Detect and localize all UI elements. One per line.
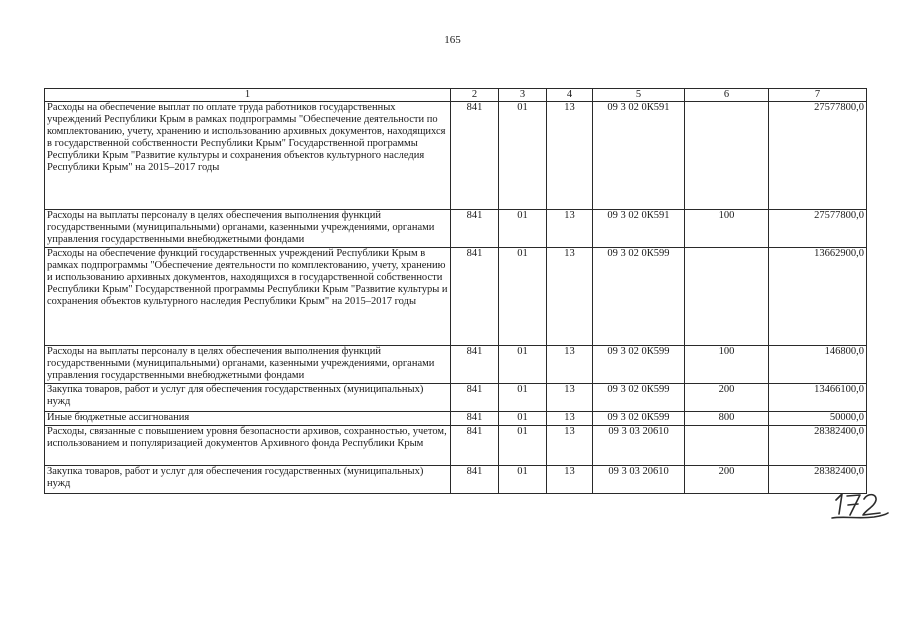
amount-cell: 27577800,0 bbox=[769, 102, 867, 210]
target-article-cell: 09 3 02 0К591 bbox=[593, 102, 685, 210]
handwritten-page-mark bbox=[830, 488, 890, 522]
ministry-code-cell: 841 bbox=[451, 466, 499, 494]
expense-type-cell: 100 bbox=[685, 346, 769, 384]
header-cell: 1 bbox=[45, 89, 451, 102]
expense-name-cell: Расходы на обеспечение функций государственных учреждений Республики Крым в рамках подпрограммы "Обеспечение деятельности по комплектованию, учету, хранению и использованию архивных документов, находящихся в государственной собственности Республики Крым" Государственной программы Республики Крым "Развитие культуры и сохранения объектов культурного наследия Республики Крым" на 2015–2017 годы bbox=[45, 248, 451, 346]
section-code-cell: 01 bbox=[499, 426, 547, 466]
table-row bbox=[45, 102, 867, 210]
subsection-code-cell: 13 bbox=[547, 412, 593, 426]
target-article-cell: 09 3 02 0К591 bbox=[593, 210, 685, 248]
ministry-code-cell: 841 bbox=[451, 210, 499, 248]
subsection-code-cell: 13 bbox=[547, 210, 593, 248]
header-cell: 4 bbox=[547, 89, 593, 102]
target-article-cell: 09 3 02 0К599 bbox=[593, 248, 685, 346]
header-cell: 6 bbox=[685, 89, 769, 102]
expense-type-cell: 800 bbox=[685, 412, 769, 426]
header-cell: 5 bbox=[593, 89, 685, 102]
amount-cell: 50000,0 bbox=[769, 412, 867, 426]
table-row bbox=[45, 466, 867, 494]
section-code-cell: 01 bbox=[499, 346, 547, 384]
amount-cell: 28382400,0 bbox=[769, 426, 867, 466]
ministry-code-cell: 841 bbox=[451, 384, 499, 412]
page-number: 165 bbox=[444, 34, 461, 46]
budget-table bbox=[44, 88, 867, 494]
table-row bbox=[45, 384, 867, 412]
header-cell: 7 bbox=[769, 89, 867, 102]
expense-name-cell: Расходы на выплаты персоналу в целях обеспечения выполнения функций государственными (муниципальными) органами, казенными учреждениями, органами управления государственными внебюджетными фондами bbox=[45, 210, 451, 248]
ministry-code-cell: 841 bbox=[451, 248, 499, 346]
expense-type-cell bbox=[685, 102, 769, 210]
expense-name-cell: Расходы на обеспечение выплат по оплате труда работников государственных учреждений Республики Крым в рамках подпрограммы "Обеспечение деятельности по комплектованию, учету, хранению и использованию архивных документов, находящихся в государственной собственности Республики Крым" Государственной программы Республики Крым "Развитие культуры и сохранения объектов культурного наследия Республики Крым" на 2015–2017 годы bbox=[45, 102, 451, 210]
expense-name-cell: Расходы на выплаты персоналу в целях обеспечения выполнения функций государственными (муниципальными) органами, казенными учреждениями, органами управления государственными внебюджетными фондами bbox=[45, 346, 451, 384]
expense-name-cell: Иные бюджетные ассигнования bbox=[45, 412, 451, 426]
header-row bbox=[45, 89, 867, 102]
table-row bbox=[45, 346, 867, 384]
subsection-code-cell: 13 bbox=[547, 346, 593, 384]
expense-type-cell: 100 bbox=[685, 210, 769, 248]
expense-type-cell bbox=[685, 248, 769, 346]
target-article-cell: 09 3 03 20610 bbox=[593, 426, 685, 466]
amount-cell: 27577800,0 bbox=[769, 210, 867, 248]
subsection-code-cell: 13 bbox=[547, 248, 593, 346]
ministry-code-cell: 841 bbox=[451, 346, 499, 384]
header-cell: 3 bbox=[499, 89, 547, 102]
expense-name-cell: Расходы, связанные с повышением уровня безопасности архивов, сохранностью, учетом, использованием и популяризацией документов Архивного фонда Республики Крым bbox=[45, 426, 451, 466]
target-article-cell: 09 3 02 0К599 bbox=[593, 412, 685, 426]
expense-type-cell: 200 bbox=[685, 384, 769, 412]
subsection-code-cell: 13 bbox=[547, 466, 593, 494]
amount-cell: 13662900,0 bbox=[769, 248, 867, 346]
table-row bbox=[45, 210, 867, 248]
subsection-code-cell: 13 bbox=[547, 102, 593, 210]
amount-cell: 146800,0 bbox=[769, 346, 867, 384]
table-row bbox=[45, 412, 867, 426]
target-article-cell: 09 3 02 0К599 bbox=[593, 346, 685, 384]
section-code-cell: 01 bbox=[499, 466, 547, 494]
amount-cell: 13466100,0 bbox=[769, 384, 867, 412]
section-code-cell: 01 bbox=[499, 248, 547, 346]
section-code-cell: 01 bbox=[499, 102, 547, 210]
target-article-cell: 09 3 03 20610 bbox=[593, 466, 685, 494]
table-row bbox=[45, 426, 867, 466]
section-code-cell: 01 bbox=[499, 412, 547, 426]
expense-name-cell: Закупка товаров, работ и услуг для обеспечения государственных (муниципальных) нужд bbox=[45, 384, 451, 412]
target-article-cell: 09 3 02 0К599 bbox=[593, 384, 685, 412]
expense-name-cell: Закупка товаров, работ и услуг для обеспечения государственных (муниципальных) нужд bbox=[45, 466, 451, 494]
expense-type-cell bbox=[685, 426, 769, 466]
subsection-code-cell: 13 bbox=[547, 384, 593, 412]
subsection-code-cell: 13 bbox=[547, 426, 593, 466]
section-code-cell: 01 bbox=[499, 210, 547, 248]
table-row bbox=[45, 248, 867, 346]
ministry-code-cell: 841 bbox=[451, 102, 499, 210]
ministry-code-cell: 841 bbox=[451, 426, 499, 466]
amount-cell: 28382400,0 bbox=[769, 466, 867, 494]
header-cell: 2 bbox=[451, 89, 499, 102]
expense-type-cell: 200 bbox=[685, 466, 769, 494]
ministry-code-cell: 841 bbox=[451, 412, 499, 426]
section-code-cell: 01 bbox=[499, 384, 547, 412]
